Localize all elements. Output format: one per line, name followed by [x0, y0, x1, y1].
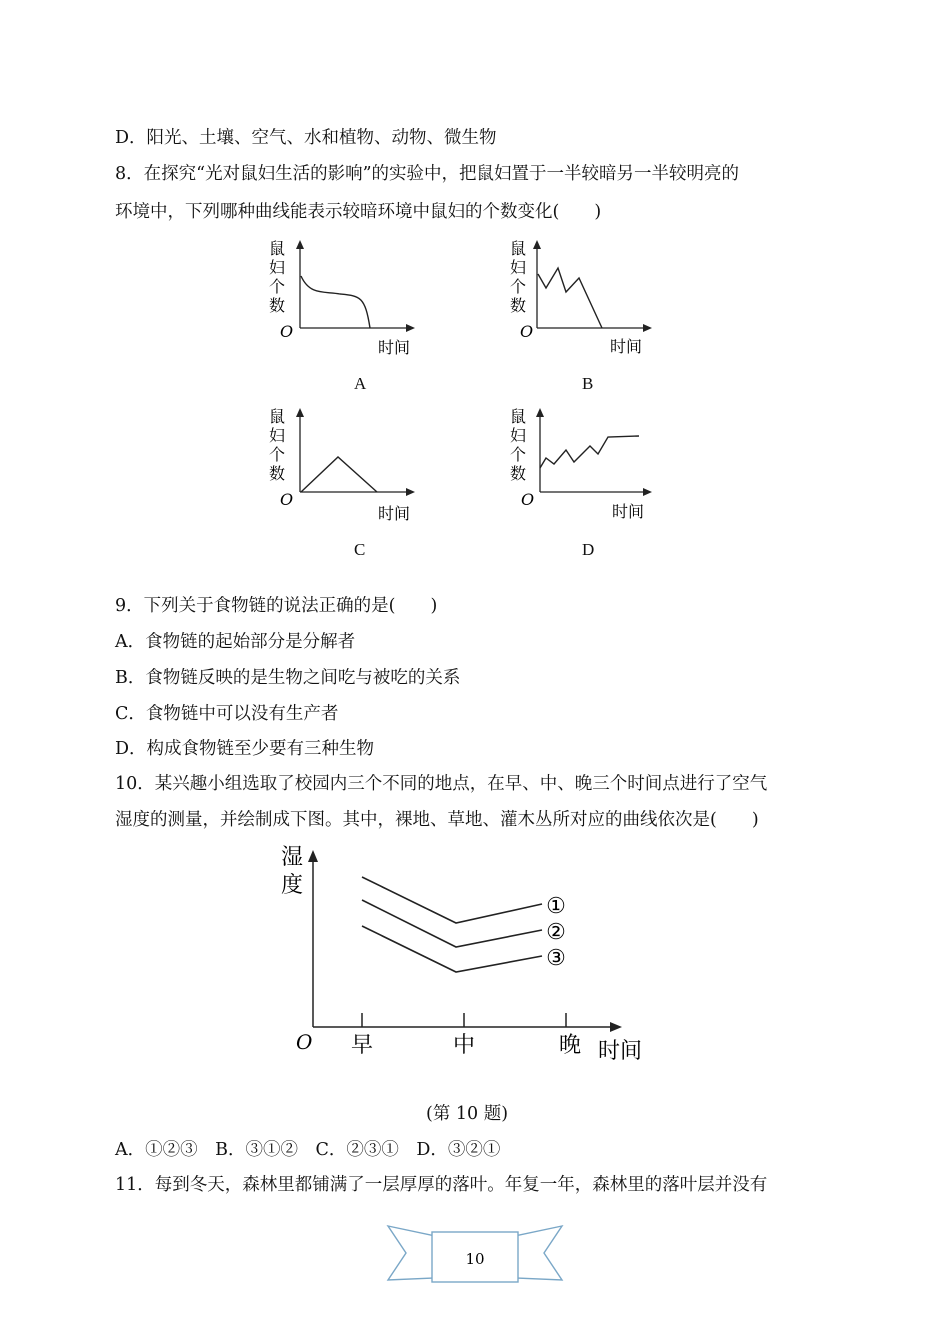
svg-text:时间: 时间 [610, 337, 643, 356]
svg-text:O: O [521, 490, 535, 509]
svg-text:鼠: 鼠 [509, 407, 527, 426]
svg-text:妇: 妇 [509, 426, 527, 445]
q10-stem-line2: 湿度的测量，并绘制成下图。其中，裸地、草地、灌木丛所对应的曲线依次是( ) [115, 810, 759, 830]
q8-stem-line1: 8．在探究“光对鼠妇生活的影响”的实验中，把鼠妇置于一半较暗另一半较明亮的 [115, 164, 740, 184]
q8-graph-c [265, 404, 435, 534]
xtick-evening: 晚 [558, 1033, 582, 1058]
curve-c [301, 457, 377, 492]
curve-3-label: ③ [546, 946, 566, 971]
graph-xlabel: 时间 [378, 338, 411, 357]
svg-text:O: O [520, 322, 534, 341]
curve-1-label: ① [546, 894, 566, 919]
svg-text:鼠: 鼠 [268, 407, 286, 426]
q9-option-b: B．食物链反映的是生物之间吃与被吃的关系 [115, 668, 461, 688]
graph-c-caption: C [354, 540, 366, 559]
graph-d-caption: D [582, 540, 595, 559]
curve-d [540, 436, 639, 468]
curve-2-label: ② [546, 920, 566, 945]
curve-3 [362, 926, 542, 972]
q8-graph-b [502, 236, 672, 366]
svg-text:妇: 妇 [509, 258, 527, 277]
svg-text:时间: 时间 [612, 502, 645, 521]
graph-origin: O [296, 1030, 313, 1054]
svg-text:妇: 妇 [268, 426, 286, 445]
xtick-morning: 早 [350, 1033, 374, 1058]
svg-text:时间: 时间 [378, 504, 411, 523]
svg-text:个: 个 [509, 445, 527, 464]
svg-text:个: 个 [509, 277, 527, 296]
svg-text:个: 个 [268, 445, 286, 464]
svg-text:个: 个 [268, 277, 286, 296]
q8-graph-d [502, 404, 672, 534]
graph-b-caption: B [582, 374, 594, 393]
svg-text:度: 度 [280, 873, 304, 898]
graph-ylabel: 湿 [280, 845, 304, 870]
q10-stem-line1: 10．某兴趣小组选取了校园内三个不同的地点，在早、中、晚三个时间点进行了空气 [115, 774, 768, 794]
q10-options: A．①②③ B．③①② C．②③① D．③②① [115, 1140, 501, 1160]
svg-text:妇: 妇 [268, 258, 286, 277]
q9-stem: 9．下列关于食物链的说法正确的是( ) [115, 596, 438, 616]
graph-xlabel: 时间 [598, 1039, 643, 1064]
svg-text:数: 数 [268, 464, 286, 483]
xtick-noon: 中 [452, 1033, 476, 1058]
svg-text:数: 数 [509, 296, 527, 315]
svg-text:数: 数 [509, 464, 527, 483]
q9-option-c: C．食物链中可以没有生产者 [115, 704, 339, 724]
q9-option-a: A．食物链的起始部分是分解者 [115, 632, 356, 652]
curve-1 [362, 877, 542, 923]
curve-a [301, 276, 370, 328]
q9-option-d: D．构成食物链至少要有三种生物 [115, 739, 375, 759]
q8-graph-a [265, 236, 435, 366]
svg-text:O: O [280, 490, 294, 509]
q10-humidity-graph [270, 840, 660, 1070]
q10-caption: (第 10 题) [426, 1104, 509, 1124]
graph-ylabel: 鼠 [268, 239, 286, 258]
graph-a-caption: A [354, 374, 367, 393]
curve-b [538, 268, 602, 328]
graph-origin: O [280, 322, 294, 341]
page-number-ribbon [380, 1218, 570, 1288]
q11-stem-line1: 11．每到冬天，森林里都铺满了一层厚厚的落叶。年复一年，森林里的落叶层并没有 [115, 1175, 768, 1195]
page-number: 10 [465, 1250, 485, 1268]
svg-text:数: 数 [268, 296, 286, 315]
q8-stem-line2: 环境中，下列哪种曲线能表示较暗环境中鼠妇的个数变化( ) [115, 202, 602, 222]
svg-text:鼠: 鼠 [509, 239, 527, 258]
q7-option-d: D．阳光、土壤、空气、水和植物、动物、微生物 [115, 128, 497, 148]
